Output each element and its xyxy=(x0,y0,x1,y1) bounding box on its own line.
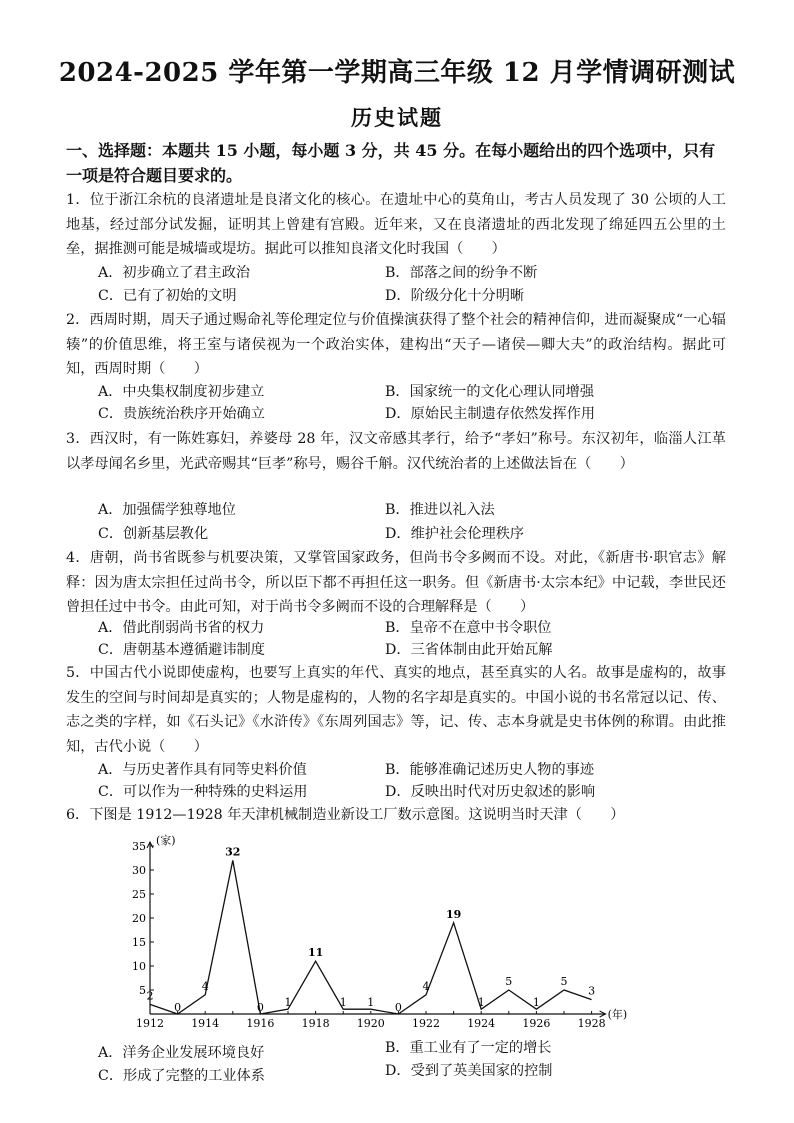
data-label: 19 xyxy=(445,907,462,921)
data-label: 1 xyxy=(284,996,292,1010)
y-tick-label: 5 xyxy=(139,984,146,997)
x-tick-label: 1918 xyxy=(301,1017,330,1030)
data-label: 1 xyxy=(339,996,347,1010)
x-tick-label: 1924 xyxy=(467,1017,496,1030)
question-1-option-c: C．已有了初始的文明 xyxy=(98,288,237,304)
x-tick-label: 1916 xyxy=(246,1017,275,1030)
question-4-stem: 4．唐朝，尚书省既参与机要决策，又掌管国家政务，但尚书令多阙而不设。对此，《新唐书·职官志》解释：因为唐太宗担任过尚书令，所以臣下都不再担任这一职务。但《新唐书·太宗本纪》中记载，李世民还曾担任过中书令。由此可知，对于尚书令多阙而不设的合理解释是（ ） xyxy=(66,550,726,615)
factory-count-line-chart xyxy=(110,832,670,1032)
x-tick-label: 1920 xyxy=(356,1017,385,1030)
y-tick-label: 35 xyxy=(132,840,146,853)
question-2-option-b: B．国家统一的文化心理认同增强 xyxy=(385,384,595,400)
chart-data-labels xyxy=(147,845,596,1014)
question-6-option-d: D．受到了英美国家的控制 xyxy=(385,1063,553,1079)
x-tick-label: 1928 xyxy=(577,1017,606,1030)
question-3-option-b: B．推进以礼入法 xyxy=(385,502,495,518)
question-1-stem: 1．位于浙江余杭的良渚遗址是良渚文化的核心。在遗址中心的莫角山，考古人员发现了 30 公顷的人工地基，经过部分试发掘，证明其上曾建有宫殿。近年来，又在良渚遗址的西北发现了绵延四五公里的土垒，据推测可能是城墙或堤坊。据此可以推知良渚文化时我国（ ） xyxy=(66,192,726,257)
data-label: 2 xyxy=(146,989,154,1003)
question-3-option-a: A．加强儒学独尊地位 xyxy=(98,502,236,518)
data-label: 3 xyxy=(588,984,596,998)
question-5-option-d: D．反映出时代对历史叙述的影响 xyxy=(385,784,596,800)
data-label: 4 xyxy=(201,979,209,993)
question-1-option-d: D．阶级分化十分明晰 xyxy=(385,288,525,304)
question-1-option-b: B．部落之间的纷争不断 xyxy=(385,265,538,281)
question-3-stem: 3．西汉时，有一陈姓寡妇，养婆母 28 年，汉文帝感其孝行，给予“孝妇”称号。东汉初年，临淄人江革以孝母闻名乡里，光武帝赐其“巨孝”称号，赐谷千斛。汉代统治者的上述做法旨在（ ） xyxy=(66,431,726,472)
question-2-option-d: D．原始民主制遗存依然发挥作用 xyxy=(385,406,596,422)
chart-series xyxy=(150,860,592,1014)
data-label: 5 xyxy=(505,975,513,988)
question-5-stem: 5．中国古代小说即使虚构，也要写上真实的年代、真实的地点，甚至真实的人名。故事是虚构的，故事发生的空间与时间却是真实的；人物是虚构的，人物的名字却是真实的。中国小说的书名常冠以记、传、志之类的字样，如《石头记》《水浒传》《东周列国志》等，记、传、志本身就是史书体例的称谓。由此推知，古代小说（ ） xyxy=(66,665,726,755)
data-label: 11 xyxy=(307,946,324,960)
x-tick-label: 1912 xyxy=(136,1017,164,1030)
question-6-option-b: B．重工业有了一定的增长 xyxy=(385,1040,552,1056)
y-tick-label: 30 xyxy=(132,864,146,877)
y-tick-label: 10 xyxy=(132,960,146,973)
question-2-option-c: C．贵族统治秩序开始确立 xyxy=(98,406,265,422)
x-axis-label: (年) xyxy=(607,1008,628,1021)
section-heading: 一、选择题：本题共 15 小题，每小题 3 分，共 45 分。在每小题给出的四个选项中，只有一项是符合题目要求的。 xyxy=(66,141,716,185)
question-5-option-a: A．与历史著作具有同等史料价值 xyxy=(98,762,307,778)
data-label: 0 xyxy=(256,1001,264,1014)
y-tick-label: 20 xyxy=(132,912,146,925)
question-6-option-a: A．洋务企业发展环境良好 xyxy=(98,1045,265,1061)
exam-subtitle: 历史试题 xyxy=(351,105,443,130)
data-label: 0 xyxy=(394,1001,402,1014)
question-5-option-c: C．可以作为一种特殊的史料运用 xyxy=(98,784,308,800)
question-6-stem: 6．下图是 1912—1928 年天津机械制造业新设工厂数示意图。这说明当时天津（ ） xyxy=(66,807,625,823)
question-4-option-c: C．唐朝基本遵循避讳制度 xyxy=(98,642,265,658)
data-label: 1 xyxy=(367,996,375,1010)
question-4-option-d: D．三省体制由此开始瓦解 xyxy=(385,642,553,658)
data-label: 5 xyxy=(560,975,568,988)
question-4-option-b: B．皇帝不在意中书令职位 xyxy=(385,620,552,636)
question-1-option-a: A．初步确立了君主政治 xyxy=(98,265,251,281)
y-axis-label: (家) xyxy=(156,834,176,847)
series-line xyxy=(150,860,592,1014)
y-tick-label: 25 xyxy=(132,888,146,901)
data-label: 0 xyxy=(174,1001,182,1014)
x-tick-label: 1914 xyxy=(191,1017,220,1030)
y-tick-label: 15 xyxy=(132,936,146,949)
x-tick-label: 1926 xyxy=(522,1017,551,1030)
exam-title: 2024-2025 学年第一学期高三年级 12 月学情调研测试 xyxy=(58,58,736,88)
question-6-option-c: C．形成了完整的工业体系 xyxy=(98,1068,265,1084)
x-tick-label: 1922 xyxy=(412,1017,440,1030)
data-label: 32 xyxy=(225,845,241,859)
question-3-option-d: D．维护社会伦理秩序 xyxy=(385,526,525,542)
data-label: 4 xyxy=(422,979,430,993)
question-2-option-a: A．中央集权制度初步建立 xyxy=(98,384,265,400)
question-2-stem: 2．西周时期，周天子通过赐命礼等伦理定位与价值操演获得了整个社会的精神信仰，进而凝聚成“一心辐辏”的价值思维，将王室与诸侯视为一个政治实体，建构出“天子—诸侯—卿大夫”的政治结构。据此可知，西周时期（ ） xyxy=(66,312,726,377)
data-label: 1 xyxy=(477,996,485,1010)
question-4-option-a: A．借此削弱尚书省的权力 xyxy=(98,620,265,636)
question-5-option-b: B．能够准确记述历史人物的事迹 xyxy=(385,762,595,778)
data-label: 1 xyxy=(532,996,540,1010)
question-3-option-c: C．创新基层教化 xyxy=(98,526,209,542)
